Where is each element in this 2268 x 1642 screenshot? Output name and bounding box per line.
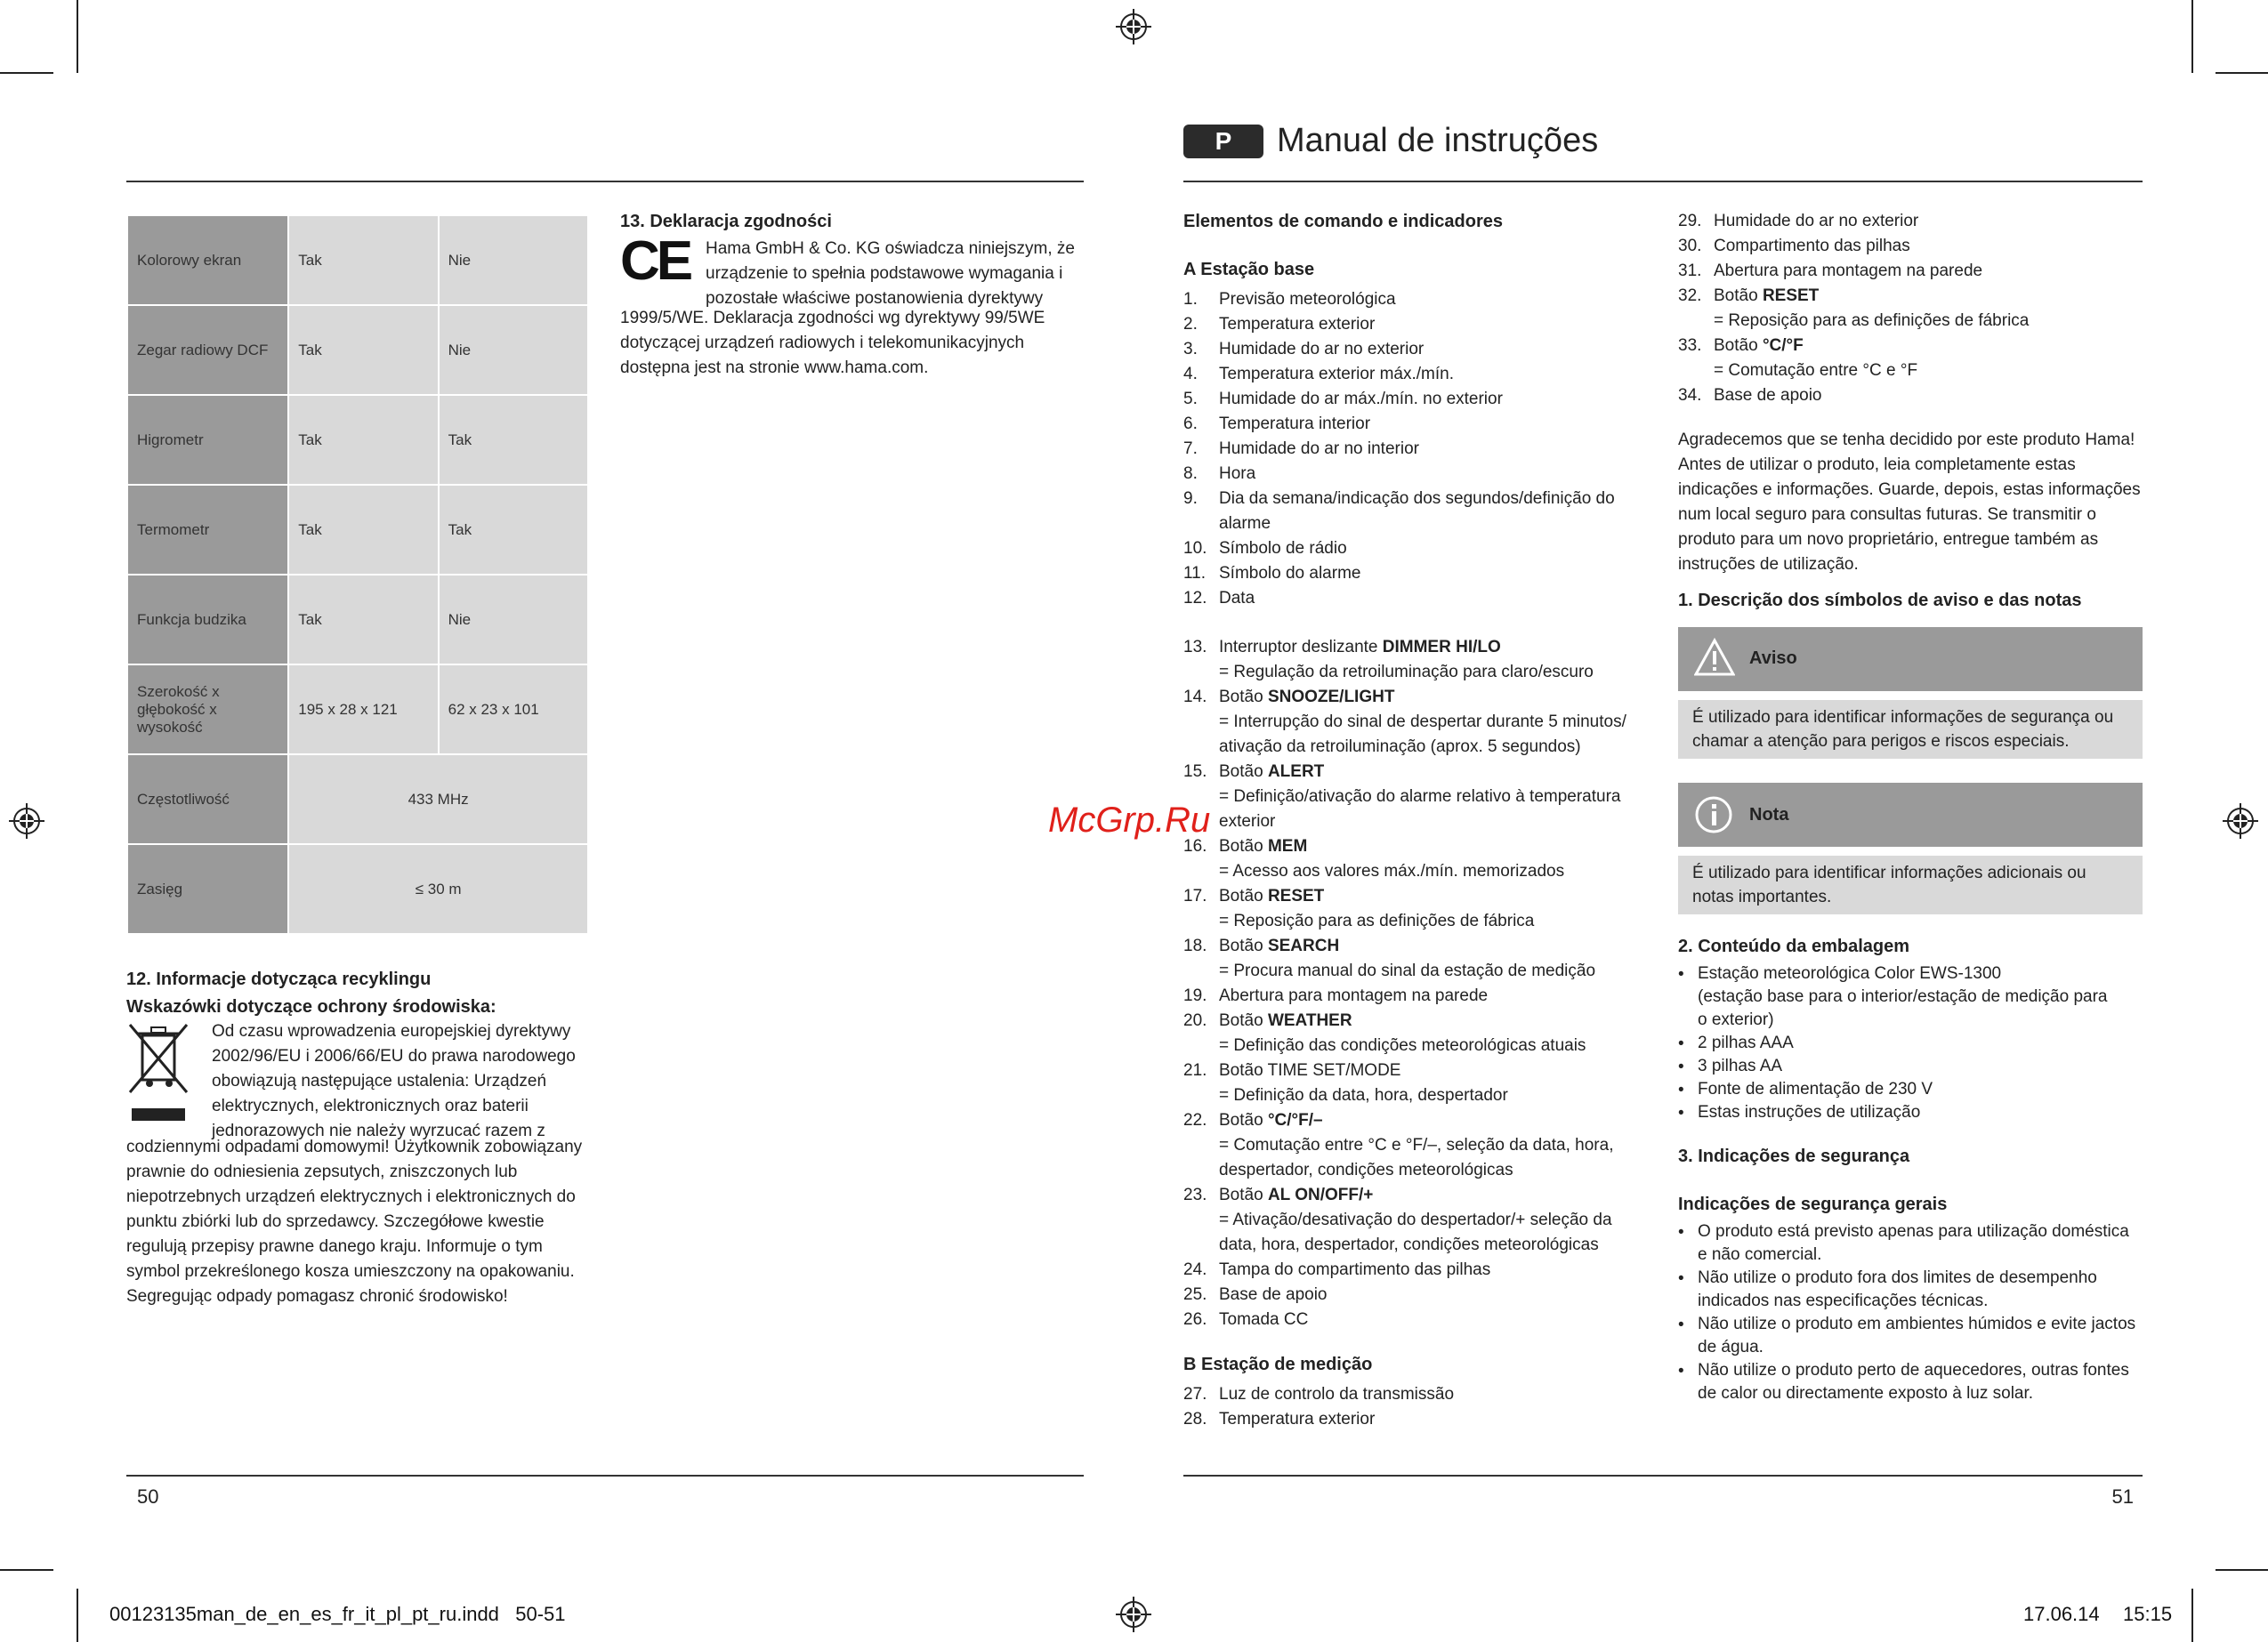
crop-mark <box>2216 1569 2268 1571</box>
item-description: = Definição da data, hora, despertador <box>1219 1086 1508 1105</box>
table-cell: Termometr <box>127 485 288 575</box>
item-number: 28. <box>1183 1410 1207 1429</box>
list-item <box>1183 1382 1664 1407</box>
item-text: 3 pilhas AA <box>1698 1057 1783 1075</box>
note-box-header <box>1678 783 2143 847</box>
item-number: 9. <box>1183 489 1198 508</box>
note-text: É utilizado para identificar informações adicionais ou <box>1692 864 2086 882</box>
item-text: Base de apoio <box>1219 1285 1328 1304</box>
item-number: 10. <box>1183 539 1207 558</box>
item-text: Botão <box>1219 887 1268 906</box>
item-text: Não utilize o produto fora dos limites de desempenho <box>1698 1268 2097 1287</box>
table-cell: Tak <box>288 215 438 305</box>
recycling-line: Od czasu wprowadzenia europejskiej dyrektywy <box>212 1022 571 1041</box>
list-item <box>1183 1258 1682 1283</box>
item-text: Tomada CC <box>1219 1310 1309 1329</box>
item-number: 34. <box>1678 386 1702 405</box>
crop-mark <box>0 72 53 74</box>
table-cell: 62 x 23 x 101 <box>439 664 588 754</box>
item-number: 1. <box>1183 290 1198 309</box>
page-number-left: 50 <box>137 1485 159 1508</box>
list-item <box>1678 234 2159 259</box>
table-cell: Funkcja budzika <box>127 575 288 664</box>
item-description: = Procura manual do sinal da estação de medição <box>1219 962 1596 980</box>
item-text: Humidade do ar no interior <box>1219 439 1419 458</box>
bullet-icon: • <box>1678 1223 1684 1242</box>
intro-line: Agradecemos que se tenha decidido por este produto Hama! <box>1678 431 2135 449</box>
list-item <box>1183 437 1664 462</box>
item-description: = Regulação da retroiluminação para claro/escuro <box>1219 663 1594 681</box>
table-cell: Szerokość x głębokość x wysokość <box>127 664 288 754</box>
item-text: Botão <box>1219 937 1268 955</box>
list-item <box>1183 760 1682 785</box>
item-text: AL ON/OFF/+ <box>1267 1186 1374 1204</box>
watermark-logo: McGrp.Ru <box>1048 801 1211 840</box>
item-text: o exterior) <box>1698 1010 1774 1029</box>
intro-line: produto para um novo proprietário, entregue também as <box>1678 530 2099 549</box>
list-item <box>1183 287 1664 312</box>
list-item <box>1678 962 2159 1032</box>
table-cell: Nie <box>439 215 588 305</box>
bottom-rule <box>126 1475 1084 1477</box>
item-description: = Reposição para as definições de fábrica <box>1714 311 2030 330</box>
section-title: 1. Descrição dos símbolos de aviso e das notas <box>1678 591 2082 610</box>
section-title: 3. Indicações de segurança <box>1678 1147 1910 1166</box>
top-rule <box>1183 181 2143 182</box>
recycling-subtitle: Wskazówki dotyczące ochrony środowiska: <box>126 997 496 1017</box>
registration-mark-icon <box>1116 1597 1151 1632</box>
warning-text: chamar a atenção para perigos e riscos especiais. <box>1692 732 2070 751</box>
item-number: 2. <box>1183 315 1198 334</box>
item-description: despertador, condições meteorológicas <box>1219 1161 1513 1179</box>
item-text: Botão <box>1714 336 1763 355</box>
item-text: Temperatura interior <box>1219 415 1371 433</box>
item-number: 26. <box>1183 1310 1207 1329</box>
table-cell: Kolorowy ekran <box>127 215 288 305</box>
subsection-title: A Estação base <box>1183 260 1315 279</box>
table-cell: Higrometr <box>127 395 288 485</box>
item-description: data, hora, despertador, condições meteorológicas <box>1219 1236 1599 1254</box>
item-text: °C/°F <box>1762 336 1804 355</box>
item-description: = Interrupção do sinal de despertar durante 5 minutos/ <box>1219 712 1626 731</box>
item-text: Botão <box>1219 762 1268 781</box>
safety-list <box>1678 1220 2159 1405</box>
table-row <box>127 305 588 395</box>
item-text: Hora <box>1219 464 1256 483</box>
intro-line: indicações e informações. Guarde, depois, estas informações <box>1678 480 2141 499</box>
item-description: = Comutação entre °C e °F/–, seleção da data, hora, <box>1219 1136 1614 1155</box>
list-item <box>1183 387 1664 412</box>
list-item <box>1183 984 1682 1009</box>
item-text: Humidade do ar no exterior <box>1714 212 1919 230</box>
list-item <box>1183 1407 1664 1432</box>
list-item <box>1678 259 2159 284</box>
table-row <box>127 575 588 664</box>
note-box-body <box>1678 856 2143 914</box>
item-description: = Reposição para as definições de fábrica <box>1219 912 1535 930</box>
table-cell: 195 x 28 x 121 <box>288 664 438 754</box>
registration-mark-icon <box>9 803 44 839</box>
list-item <box>1183 1009 1682 1034</box>
list-item <box>1678 1220 2159 1267</box>
item-text: Temperatura exterior <box>1219 1410 1376 1429</box>
item-text: Estação meteorológica Color EWS-1300 <box>1698 964 2002 983</box>
item-number: 15. <box>1183 762 1207 781</box>
item-text: Previsão meteorológica <box>1219 290 1396 309</box>
item-text: °C/°F/– <box>1267 1111 1323 1130</box>
intro-paragraph <box>1678 428 2159 577</box>
language-badge: P <box>1183 125 1263 158</box>
bullet-icon: • <box>1678 1104 1684 1123</box>
recycling-line: niepotrzebnych urządzeń elektrycznych i elektronicznych do <box>126 1187 576 1206</box>
table-cell: Zasięg <box>127 844 288 934</box>
list-item <box>1183 312 1664 337</box>
bullet-icon: • <box>1678 1034 1684 1053</box>
recycling-line: obowiązują następujące ustalenia: Urządzeń <box>212 1072 547 1091</box>
item-text: Compartimento das pilhas <box>1714 237 1910 255</box>
crop-mark <box>0 1569 53 1571</box>
crop-mark <box>77 0 78 73</box>
declaration-line: urządzenie to spełnia podstawowe wymagania i <box>706 264 1063 283</box>
list-item <box>1183 337 1664 362</box>
list-item <box>1183 1308 1682 1332</box>
table-cell: Tak <box>288 305 438 395</box>
note-text: notas importantes. <box>1692 888 1832 906</box>
item-text: de água. <box>1698 1338 1764 1356</box>
item-text: Botão <box>1219 1011 1268 1030</box>
list-item <box>1678 383 2159 408</box>
item-number: 23. <box>1183 1186 1207 1204</box>
bullet-icon: • <box>1678 1316 1684 1334</box>
list-item <box>1678 334 2159 358</box>
item-text: e não comercial. <box>1698 1245 1822 1264</box>
recycling-line: punktu zbiórki lub do sprzedawcy. Szczegółowe kwestie <box>126 1212 545 1231</box>
list-item <box>1183 1058 1682 1083</box>
item-text: Botão <box>1219 837 1268 856</box>
item-number: 17. <box>1183 887 1207 906</box>
item-number: 18. <box>1183 937 1207 955</box>
table-cell: Tak <box>439 395 588 485</box>
item-text: Botão <box>1219 1186 1268 1204</box>
item-number: 27. <box>1183 1385 1207 1404</box>
item-number: 24. <box>1183 1260 1207 1279</box>
subsection-title: Indicações de segurança gerais <box>1678 1195 1948 1214</box>
table-cell: Nie <box>439 305 588 395</box>
list-item <box>1678 209 2159 234</box>
item-text: Estas instruções de utilização <box>1698 1103 1921 1122</box>
item-text: Botão <box>1219 688 1268 706</box>
item-text: RESET <box>1762 286 1820 305</box>
item-text: SNOOZE/LIGHT <box>1267 688 1395 706</box>
bullet-icon: • <box>1678 1362 1684 1380</box>
list-item <box>1678 1032 2159 1055</box>
item-text: Botão <box>1219 1111 1268 1130</box>
item-text: ALERT <box>1267 762 1325 781</box>
table-cell: Nie <box>439 575 588 664</box>
item-description: ativação da retroiluminação (aprox. 5 segundos) <box>1219 737 1581 756</box>
list-item <box>1183 685 1682 710</box>
item-text: Humidade do ar máx./mín. no exterior <box>1219 390 1503 408</box>
item-text: Abertura para montagem na parede <box>1714 262 1983 280</box>
item-text: Não utilize o produto perto de aquecedores, outras fontes <box>1698 1361 2129 1380</box>
table-cell: Częstotliwość <box>127 754 288 844</box>
item-text: indicados nas especificações técnicas. <box>1698 1292 1989 1310</box>
section-title: Elementos de comando e indicadores <box>1183 212 1503 231</box>
item-number: 13. <box>1183 638 1207 656</box>
list-item <box>1183 362 1664 387</box>
list-item <box>1678 284 2159 309</box>
declaration-title: 13. Deklaracja zgodności <box>620 212 832 231</box>
list-item <box>1183 884 1682 909</box>
declaration-line: Hama GmbH & Co. KG oświadcza niniejszym, że <box>706 239 1075 258</box>
item-number: 3. <box>1183 340 1198 358</box>
item-number: 29. <box>1678 212 1702 230</box>
item-text: Base de apoio <box>1714 386 1822 405</box>
item-text: RESET <box>1267 887 1325 906</box>
item-number: 32. <box>1678 286 1702 305</box>
recycling-line: prawnie do odniesienia zepsutych, zniszczonych lub <box>126 1163 518 1181</box>
item-text: Abertura para montagem na parede <box>1219 986 1489 1005</box>
items-list-right <box>1678 209 2159 408</box>
item-number: 31. <box>1678 262 1702 280</box>
page-title: Manual de instruções <box>1277 122 1599 159</box>
list-item <box>1678 1055 2159 1078</box>
list-item <box>1183 1283 1682 1308</box>
item-text: Data <box>1219 589 1255 608</box>
item-description: = Ativação/desativação do despertador/+ seleção da <box>1219 1211 1612 1229</box>
bullet-icon: • <box>1678 1081 1684 1099</box>
item-text: (estação base para o interior/estação de medição para <box>1698 987 2108 1006</box>
item-text: Temperatura exterior máx./mín. <box>1219 365 1454 383</box>
list-item <box>1183 462 1664 487</box>
top-rule <box>126 181 1084 182</box>
list-item <box>1183 412 1664 437</box>
section-title: 2. Conteúdo da embalagem <box>1678 937 1910 956</box>
note-label: Nota <box>1749 805 1789 825</box>
item-text: Humidade do ar no exterior <box>1219 340 1425 358</box>
items-list-a <box>1183 287 1664 611</box>
item-description: = Definição/ativação do alarme relativo à temperatura <box>1219 787 1621 806</box>
registration-mark-icon <box>2223 803 2258 839</box>
item-text: DIMMER HI/LO <box>1382 638 1501 656</box>
item-text: SEARCH <box>1267 937 1340 955</box>
warning-text: É utilizado para identificar informações de segurança ou <box>1692 708 2114 727</box>
list-item <box>1183 536 1664 561</box>
item-text: MEM <box>1267 837 1308 856</box>
item-description: = Comutação entre °C e °F <box>1714 361 1918 380</box>
item-number: 21. <box>1183 1061 1207 1080</box>
items-list-b <box>1183 1382 1664 1432</box>
item-text: Luz de controlo da transmissão <box>1219 1385 1455 1404</box>
intro-line: Antes de utilizar o produto, leia completamente estas <box>1678 455 2076 474</box>
table-cell: ≤ 30 m <box>288 844 588 934</box>
bullet-icon: • <box>1678 1058 1684 1076</box>
recycling-line: jednorazowych nie należy wyrzucać razem z <box>212 1122 545 1140</box>
list-item <box>1183 487 1664 511</box>
intro-line: num local seguro para consultas futuras. Se transmitir o <box>1678 505 2096 524</box>
item-number: 7. <box>1183 439 1198 458</box>
item-description: exterior <box>1219 812 1276 831</box>
item-text: Temperatura exterior <box>1219 315 1376 334</box>
recycling-line: symbol przekreślonego kosza umieszczony na opakowaniu. <box>126 1262 575 1281</box>
table-row <box>127 754 588 844</box>
list-item <box>1678 1078 2159 1101</box>
recycling-line: 2002/96/EU i 2006/66/EU do prawa narodowego <box>212 1047 576 1066</box>
list-item <box>1183 1108 1682 1133</box>
crop-mark <box>2191 1589 2193 1642</box>
item-number: 30. <box>1678 237 1702 255</box>
warning-box-body <box>1678 700 2143 759</box>
declaration-line: 1999/5/WE. Deklaracja zgodności wg dyrektywy 99/5WE <box>620 309 1045 327</box>
item-number: 5. <box>1183 390 1198 408</box>
list-item <box>1183 934 1682 959</box>
item-number: 19. <box>1183 986 1207 1005</box>
table-row <box>127 395 588 485</box>
table-cell: Tak <box>288 485 438 575</box>
crop-mark <box>2216 72 2268 74</box>
list-item <box>1678 1313 2159 1359</box>
list-item <box>1678 1359 2159 1405</box>
page-number-right: 51 <box>2111 1485 2134 1508</box>
bullet-icon: • <box>1678 1269 1684 1288</box>
warning-box-header <box>1678 627 2143 691</box>
registration-mark-icon <box>1116 9 1151 44</box>
item-number: 8. <box>1183 464 1198 483</box>
recycling-line: elektrycznych, elektronicznych oraz baterii <box>212 1097 529 1115</box>
items-list-controls <box>1183 635 1682 1332</box>
info-icon <box>1694 795 1733 834</box>
item-number: 20. <box>1183 1011 1207 1030</box>
item-number: 6. <box>1183 415 1198 433</box>
item-number: 22. <box>1183 1111 1207 1130</box>
table-cell: Zegar radiowy DCF <box>127 305 288 395</box>
slug-filename: 00123135man_de_en_es_fr_it_pl_pt_ru.indd 50-51 <box>109 1603 566 1625</box>
item-text: Símbolo do alarme <box>1219 564 1361 583</box>
table-row <box>127 664 588 754</box>
list-item <box>1183 561 1664 586</box>
item-continuation: alarme <box>1219 514 1271 533</box>
item-number: 16. <box>1183 837 1207 856</box>
table-cell: Tak <box>288 575 438 664</box>
item-text: Símbolo de rádio <box>1219 539 1347 558</box>
package-contents-list <box>1678 962 2159 1124</box>
item-text: Fonte de alimentação de 230 V <box>1698 1080 1933 1099</box>
bullet-icon: • <box>1678 965 1684 984</box>
item-text: WEATHER <box>1267 1011 1352 1030</box>
list-item <box>1183 635 1682 660</box>
bottom-rule <box>1183 1475 2143 1477</box>
item-number: 4. <box>1183 365 1198 383</box>
item-text: Interruptor deslizante <box>1219 638 1383 656</box>
item-text: Tampa do compartimento das pilhas <box>1219 1260 1491 1279</box>
item-number: 11. <box>1183 564 1207 583</box>
item-number: 14. <box>1183 688 1207 706</box>
table-row <box>127 215 588 305</box>
table-cell: 433 MHz <box>288 754 588 844</box>
list-item <box>1183 834 1682 859</box>
table-row <box>127 844 588 934</box>
recycling-line: codziennymi odpadami domowymi! Użytkownik zobowiązany <box>126 1138 583 1156</box>
subsection-title: B Estação de medição <box>1183 1355 1373 1374</box>
declaration-line: pozostałe właściwe postanowienia dyrektywy <box>706 289 1044 308</box>
intro-line: instruções de utilização. <box>1678 555 1859 574</box>
list-item <box>1183 586 1664 611</box>
declaration-line: dostępna jest na stronie www.hama.com. <box>620 358 929 377</box>
recycling-line: regulują przepisy prawne danego kraju. Informuje o tym <box>126 1237 543 1256</box>
warning-label: Aviso <box>1749 648 1797 668</box>
item-text: Botão TIME SET/MODE <box>1219 1061 1401 1080</box>
ce-mark-icon: CE <box>620 230 690 292</box>
item-text: Dia da semana/indicação dos segundos/definição do <box>1219 489 1615 508</box>
item-number: 12. <box>1183 589 1207 608</box>
item-text: de calor ou directamente exposto à luz solar. <box>1698 1384 2034 1403</box>
warning-icon <box>1694 638 1735 677</box>
list-item <box>1678 1101 2159 1124</box>
item-number: 33. <box>1678 336 1702 355</box>
item-text: Não utilize o produto em ambientes húmidos e evite jactos <box>1698 1315 2136 1333</box>
table-cell: Tak <box>288 395 438 485</box>
recycling-line: Segregując odpady pomagasz chronić środowisko! <box>126 1287 508 1306</box>
slug-date: 17.06.14 <box>2023 1603 2100 1625</box>
crop-mark <box>77 1589 78 1642</box>
slug-time: 15:15 <box>2123 1603 2173 1625</box>
declaration-line: dotyczącej urządzeń radiowych i telekomunikacyjnych <box>620 334 1025 352</box>
item-description: = Definição das condições meteorológicas atuais <box>1219 1036 1586 1055</box>
crop-mark <box>2191 0 2193 73</box>
list-item <box>1183 1183 1682 1208</box>
item-text: O produto está previsto apenas para utilização doméstica <box>1698 1222 2129 1241</box>
item-text: 2 pilhas AAA <box>1698 1034 1794 1052</box>
crossed-bin-icon <box>126 1021 190 1124</box>
recycling-title: 12. Informacje dotycząca recyklingu <box>126 970 432 989</box>
item-description: = Acesso aos valores máx./mín. memorizados <box>1219 862 1565 881</box>
table-row <box>127 485 588 575</box>
list-item <box>1678 1267 2159 1313</box>
item-text: Botão <box>1714 286 1763 305</box>
item-number: 25. <box>1183 1285 1207 1304</box>
table-cell: Tak <box>439 485 588 575</box>
spec-table <box>126 214 589 935</box>
